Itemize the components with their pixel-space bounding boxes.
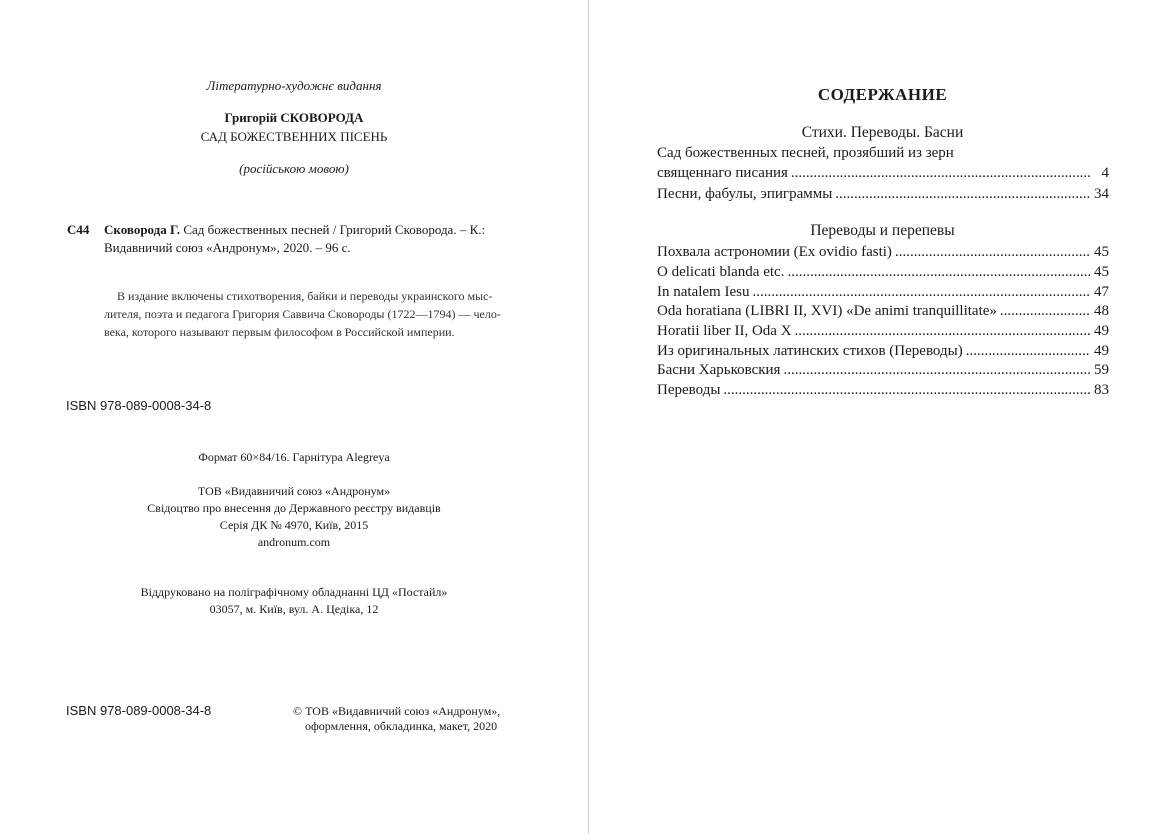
toc-page-number: 47 (1094, 284, 1109, 300)
annotation-line-2: лителя, поэта и педагога Григория Саввича Сковороды (1722—1794) — чело- (104, 307, 501, 321)
toc-entry-continuation: священнаго писания (657, 165, 788, 181)
toc-entry-title: Басни Харьковския (657, 362, 781, 378)
toc-entry-title: Похвала астрономии (Ex ovidio fasti) (657, 244, 892, 260)
toc-page-number: 4 (1101, 165, 1109, 181)
toc-leader-dots (1000, 303, 1090, 320)
toc-leader-dots (787, 264, 1090, 281)
toc-entry-title: Oda horatiana (LIBRI II, XVI) «De animi tranquillitate» (657, 303, 997, 319)
isbn-number: ISBN 978-089-0008-34-8 (66, 398, 212, 413)
toc-section-heading: Стихи. Переводы. Басни (801, 124, 964, 141)
catalog-code: С44 (67, 222, 90, 237)
toc-section-heading: Переводы и перепевы (810, 222, 955, 239)
author-name: Григорій СКОВОРОДА (224, 110, 364, 125)
toc-leader-dots (895, 244, 1090, 261)
toc-leader-dots (835, 186, 1090, 203)
annotation-line-3: века, которого называют первым философом в Российской империи. (104, 325, 455, 339)
bib-line-2: Видавничий союз «Андронум», 2020. – 96 с. (104, 240, 351, 255)
toc-entry (657, 241, 1109, 261)
toc-entry-title: Переводы (657, 382, 721, 398)
toc-entry (657, 162, 1109, 182)
toc-page-number: 49 (1094, 343, 1109, 359)
toc-entry-title: In natalem Iesu (657, 284, 750, 300)
language-note: (російською мовою) (239, 161, 349, 176)
publisher-website: andronum.com (257, 535, 331, 549)
toc-entry (657, 281, 1109, 301)
toc-leader-dots (752, 284, 1090, 301)
toc-entry (657, 320, 1109, 340)
toc-page-number: 49 (1094, 323, 1109, 339)
edition-genre: Літературно-художнє видання (206, 78, 382, 93)
toc-entry (657, 340, 1109, 360)
toc-page-number: 45 (1094, 264, 1109, 280)
toc-page-number: 83 (1094, 382, 1109, 398)
toc-entry-title: Сад божественных песней, прозябший из зерн (657, 145, 954, 161)
publisher-name: ТОВ «Видавничий союз «Андронум» (197, 484, 391, 498)
printer-name: Віддруковано на поліграфічному обладнанні ЦД «Постайл» (140, 585, 448, 599)
toc-entry (657, 261, 1109, 281)
toc-page-number: 34 (1094, 186, 1109, 202)
toc-entry-title: Из оригинальных латинских стихов (Переводы) (657, 343, 963, 359)
bibliographic-entry (104, 222, 485, 238)
bib-author: Сковорода Г. (104, 222, 181, 237)
toc-entry (657, 183, 1109, 203)
toc-page-number: 48 (1094, 303, 1109, 319)
toc-entry (657, 300, 1109, 320)
toc-title: СОДЕРЖАНИЕ (817, 85, 948, 104)
toc-leader-dots (783, 362, 1090, 379)
bib-line-1: Сад божественных песней / Григорий Сковорода. – К.: (183, 222, 486, 237)
publisher-series: Серія ДК № 4970, Київ, 2015 (219, 518, 369, 532)
toc-entry-title: O delicati blanda etc. (657, 264, 785, 280)
toc-leader-dots (723, 382, 1090, 399)
toc-entry-title: Песни, фабулы, эпиграммы (657, 186, 833, 202)
copyright-line-2: оформлення, обкладинка, макет, 2020 (305, 719, 498, 733)
toc-page-number: 45 (1094, 244, 1109, 260)
table-of-contents-page (589, 0, 1176, 834)
annotation-line-1: В издание включены стихотворения, байки и переводы украинского мыс- (117, 289, 493, 303)
toc-page-number: 59 (1094, 362, 1109, 378)
toc-entry (657, 359, 1109, 379)
copyright-line-1: © ТОВ «Видавничий союз «Андронум», (293, 704, 501, 718)
toc-entry (657, 379, 1109, 399)
toc-leader-dots (791, 165, 1090, 182)
book-title: САД БОЖЕСТВЕННИХ ПІСЕНЬ (200, 129, 388, 144)
printer-address: 03057, м. Київ, вул. А. Цедіка, 12 (209, 602, 379, 616)
publisher-registration: Свідоцтво про внесення до Державного реєстру видавців (147, 501, 441, 515)
format-info: Формат 60×84/16. Гарнітура Alegreya (198, 450, 390, 464)
toc-entry-title: Horatii liber II, Oda X (657, 323, 792, 339)
isbn-bottom: ISBN 978-089-0008-34-8 (66, 703, 212, 718)
toc-leader-dots (966, 343, 1090, 360)
toc-leader-dots (795, 323, 1090, 340)
